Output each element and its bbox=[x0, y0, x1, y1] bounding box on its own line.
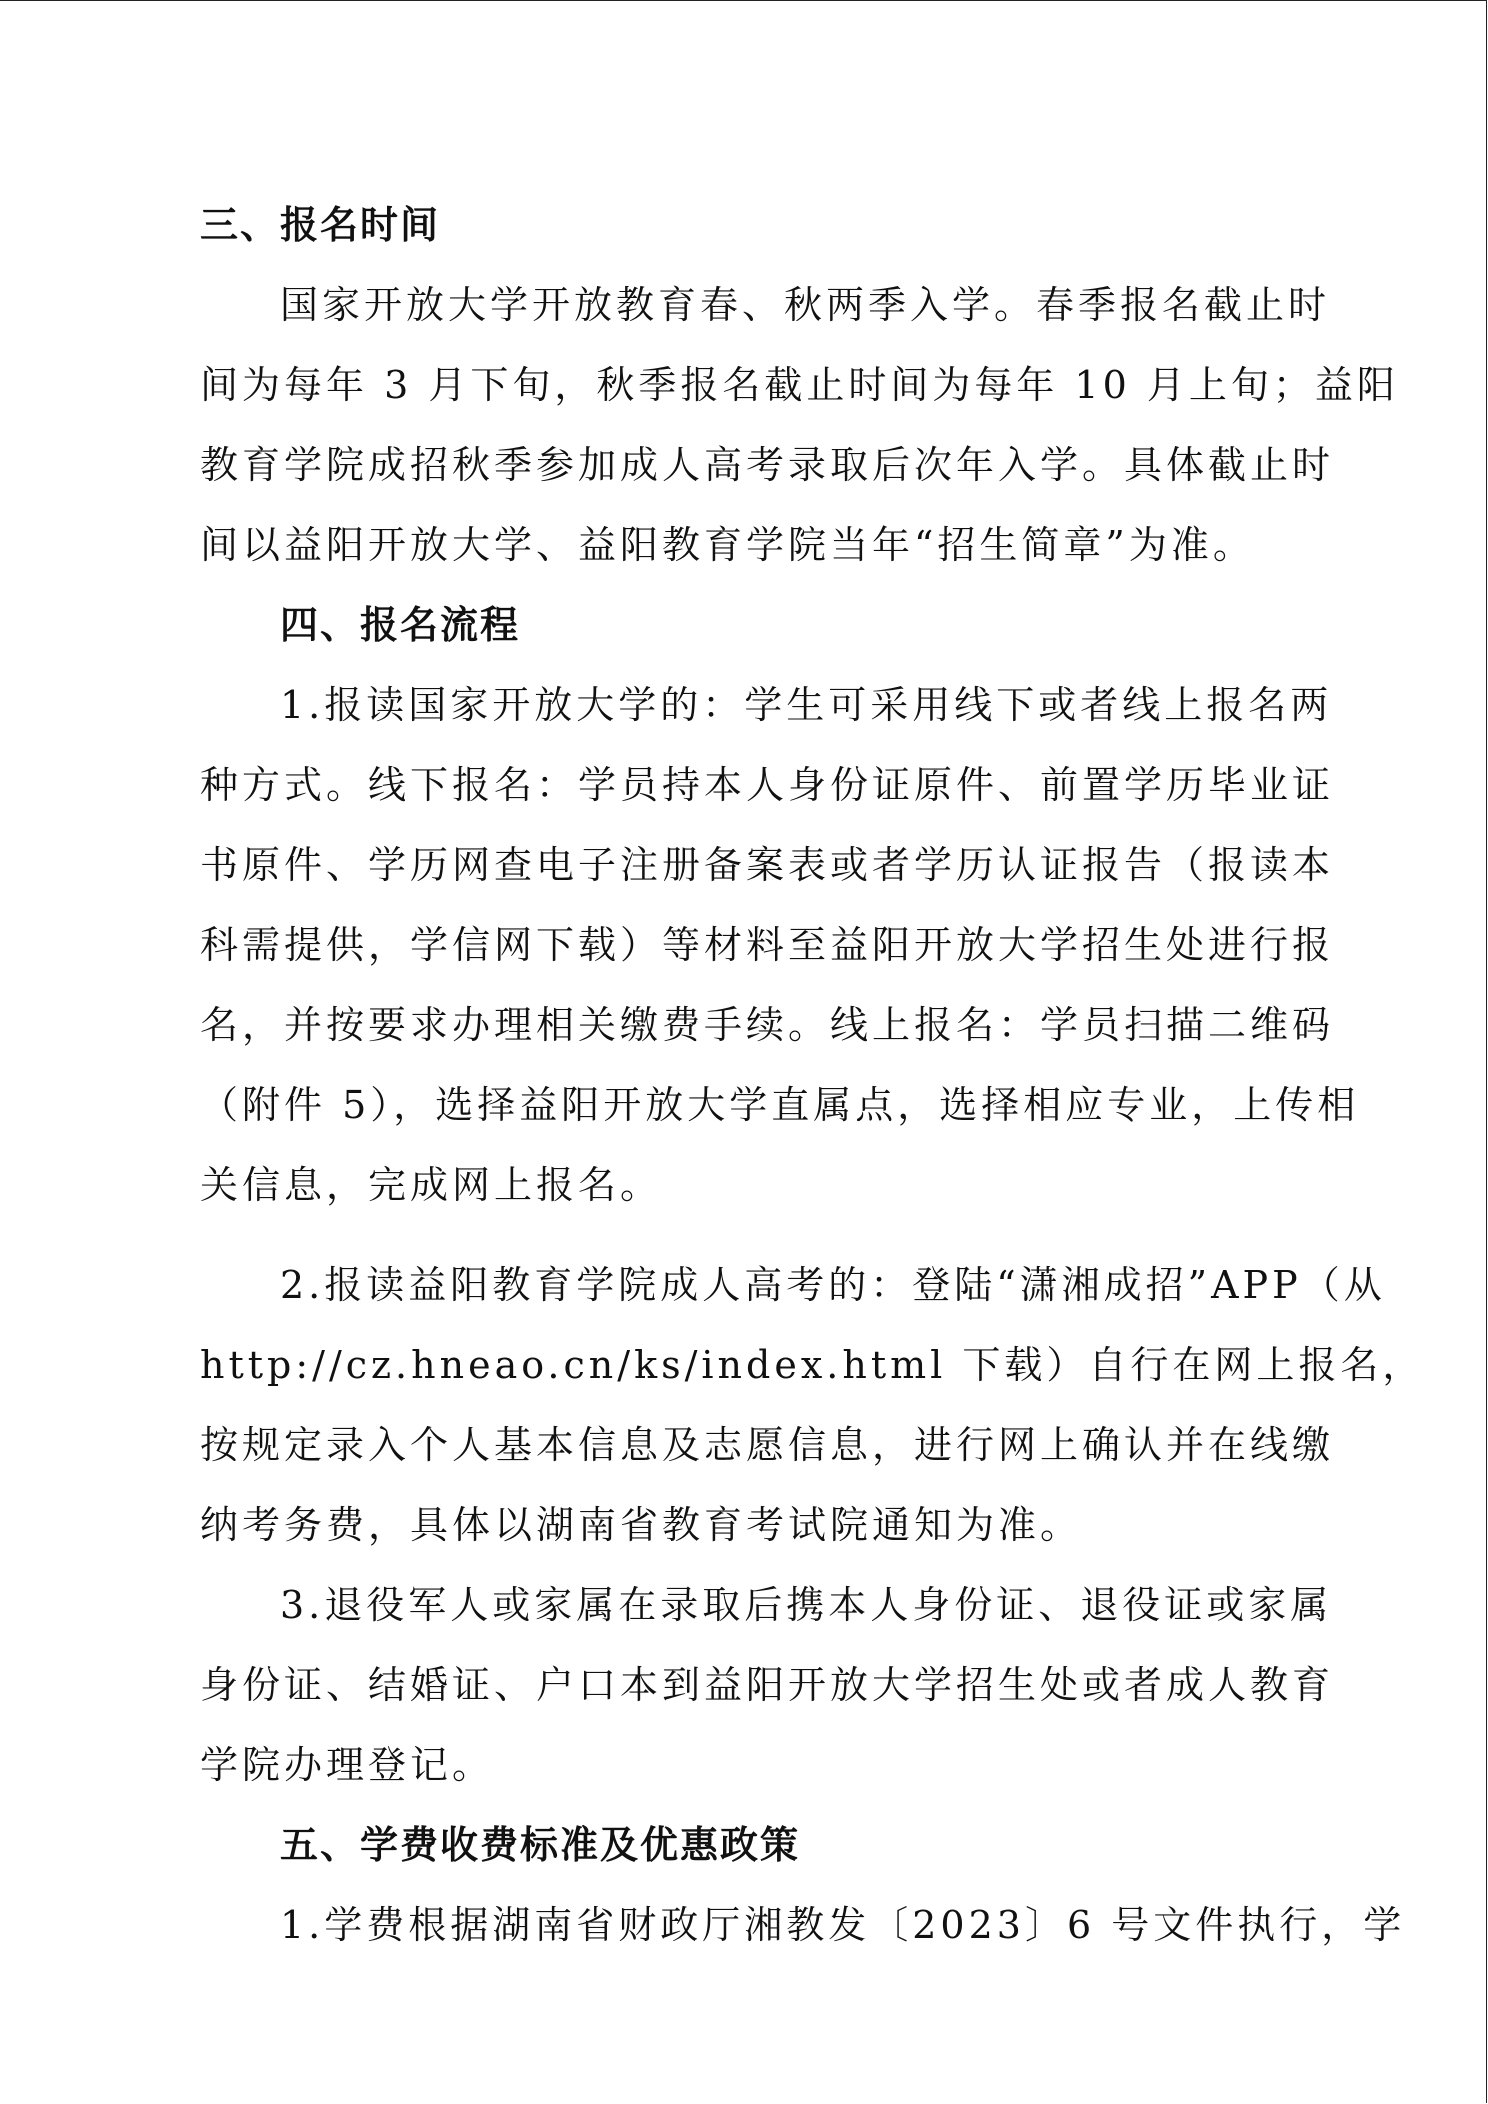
s4-item3-line-3: 学院办理登记。 bbox=[200, 1743, 495, 1787]
s4-item2-line-1: 2.报读益阳教育学院成人高考的：登陆“潇湘成招”APP（从 bbox=[280, 1263, 1386, 1307]
paragraph-gap bbox=[200, 1225, 1288, 1245]
s4-item1-line-3: 书原件、学历网查电子注册备案表或者学历认证报告（报读本 bbox=[200, 843, 1335, 887]
document-body bbox=[200, 185, 1425, 1965]
section-3-heading: 三、报名时间 bbox=[200, 203, 441, 247]
s4-item1-line-7: 关信息，完成网上报名。 bbox=[200, 1163, 663, 1207]
s3-line-1: 国家开放大学开放教育春、秋两季入学。春季报名截止时 bbox=[280, 283, 1331, 327]
section-5-heading: 五、学费收费标准及优惠政策 bbox=[280, 1823, 801, 1867]
s4-item2-line-3: 按规定录入个人基本信息及志愿信息，进行网上确认并在线缴 bbox=[200, 1423, 1335, 1467]
s5-item1-line-1: 1.学费根据湖南省财政厅湘教发〔2023〕6 号文件执行，学 bbox=[280, 1903, 1406, 1947]
s3-line-3: 教育学院成招秋季参加成人高考录取后次年入学。具体截止时 bbox=[200, 443, 1335, 487]
s3-line-2: 间为每年 3 月下旬，秋季报名截止时间为每年 10 月上旬；益阳 bbox=[200, 363, 1399, 407]
s4-item1-line-5: 名，并按要求办理相关缴费手续。线上报名：学员扫描二维码 bbox=[200, 1003, 1335, 1047]
s4-item1-line-4: 科需提供，学信网下载）等材料至益阳开放大学招生处进行报 bbox=[200, 923, 1335, 967]
s3-line-4: 间以益阳开放大学、益阳教育学院当年“招生简章”为准。 bbox=[200, 523, 1255, 567]
s4-item3-line-2: 身份证、结婚证、户口本到益阳开放大学招生处或者成人教育 bbox=[200, 1663, 1335, 1707]
s4-item3-line-1: 3.退役军人或家属在录取后携本人身份证、退役证或家属 bbox=[280, 1583, 1333, 1627]
s4-item1-line-1: 1.报读国家开放大学的：学生可采用线下或者线上报名两 bbox=[280, 683, 1333, 727]
s4-item1-line-2: 种方式。线下报名：学员持本人身份证原件、前置学历毕业证 bbox=[200, 763, 1335, 807]
s4-item2-line-2: http://cz.hneao.cn/ks/index.html 下载）自行在网上报名， bbox=[200, 1343, 1425, 1387]
section-4-heading: 四、报名流程 bbox=[280, 603, 521, 647]
s4-item1-line-6: （附件 5），选择益阳开放大学直属点，选择相应专业，上传相 bbox=[200, 1083, 1360, 1127]
s4-item2-line-4: 纳考务费，具体以湖南省教育考试院通知为准。 bbox=[200, 1503, 1083, 1547]
